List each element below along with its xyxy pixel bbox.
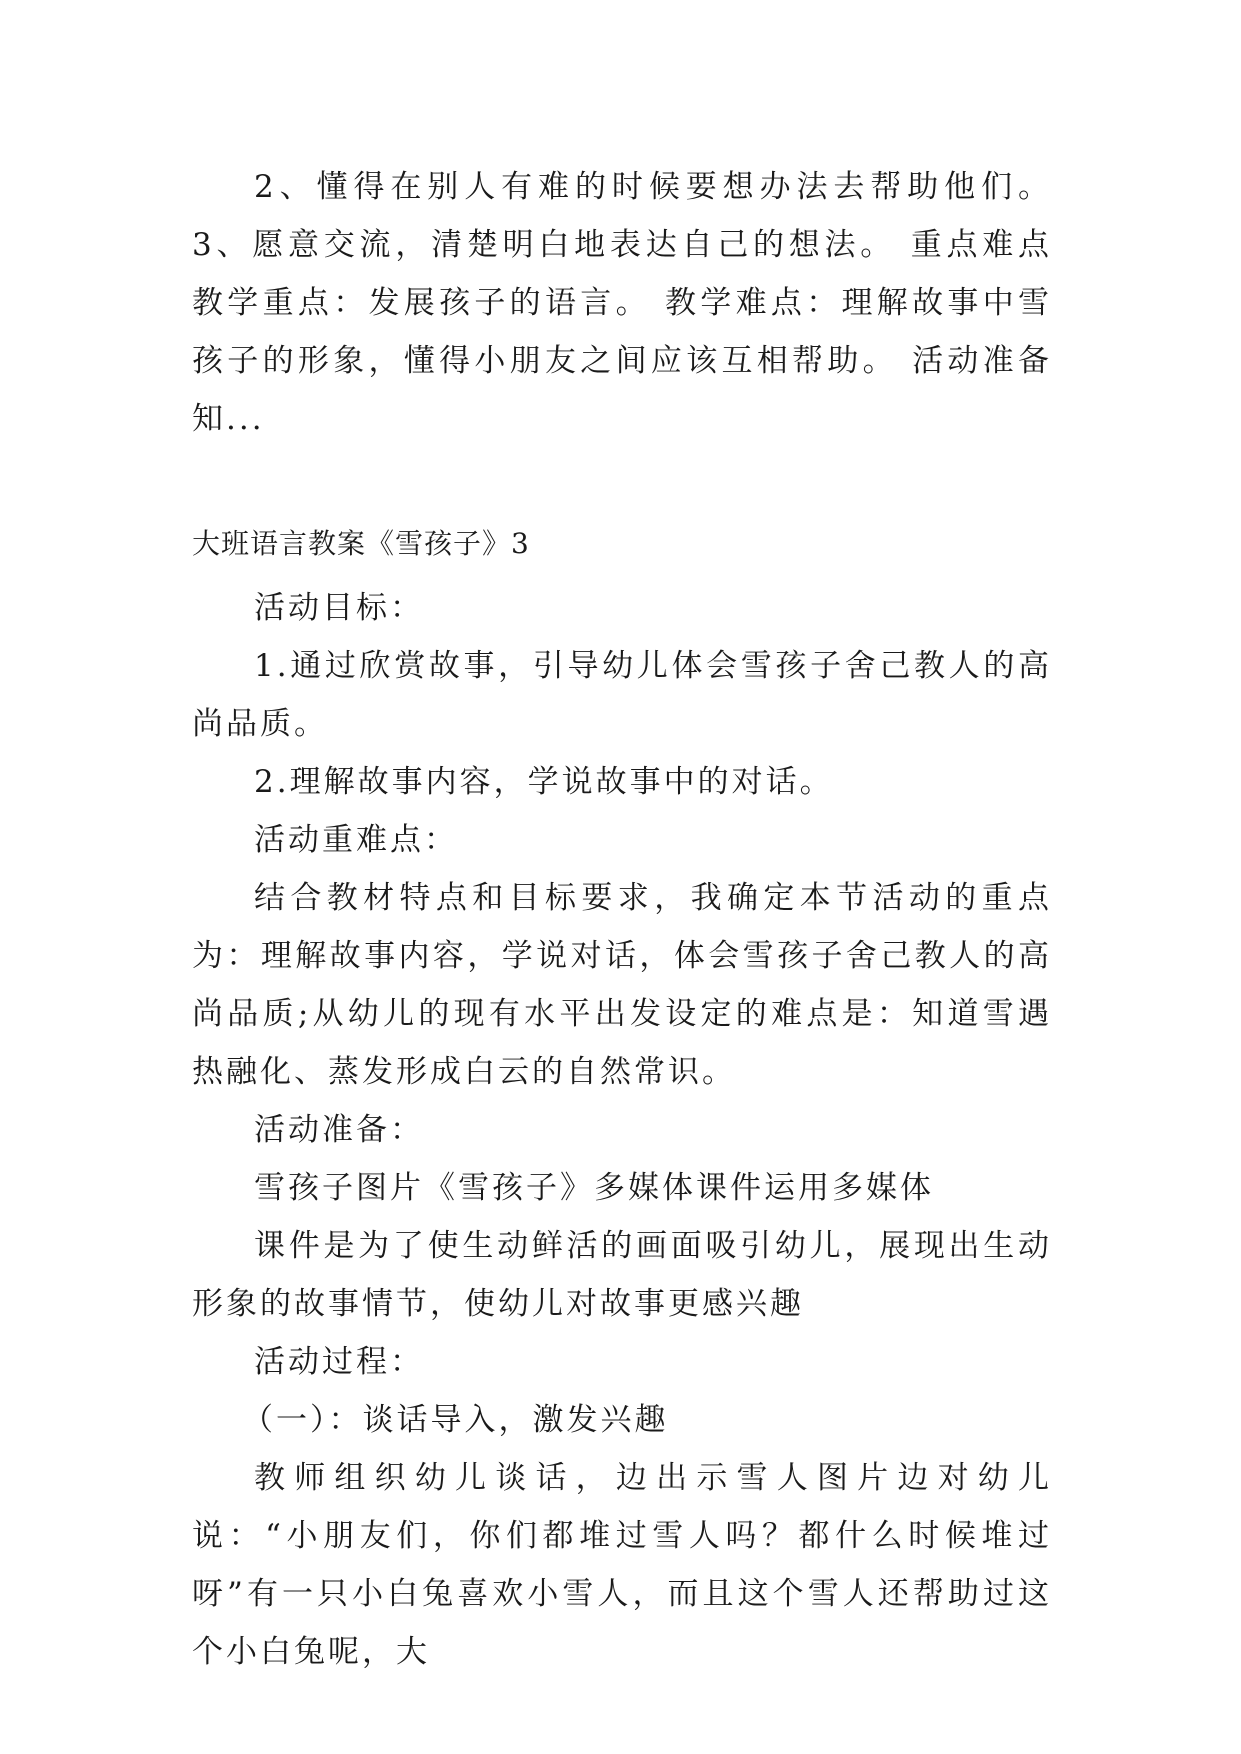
section-body — [192, 579, 1052, 1681]
goal-item-1: 1.通过欣赏故事，引导幼儿体会雪孩子舍己教人的高尚品质。 — [192, 648, 1052, 742]
process-step-1-text: 教师组织幼儿谈话，边出示雪人图片边对幼儿说：“小朋友们，你们都堆过雪人吗？都什么时候堆过呀”有一只小白兔喜欢小雪人，而且这个雪人还帮助过这个小白兔呢，大 — [192, 1460, 1052, 1670]
heading-activity-process: 活动过程： — [254, 1344, 424, 1380]
preparation-line-1: 雪孩子图片《雪孩子》多媒体课件运用多媒体 — [254, 1170, 934, 1206]
heading-key-difficulties: 活动重难点： — [254, 822, 458, 858]
key-difficulties-text: 结合教材特点和目标要求，我确定本节活动的重点为：理解故事内容，学说对话，体会雪孩子舍己教人的高尚品质;从幼儿的现有水平出发设定的难点是：知道雪遇热融化、蒸发形成白云的自然常识。 — [192, 880, 1052, 1090]
document-page — [192, 158, 1052, 1681]
process-step-1-title: （一）：谈话导入，激发兴趣 — [242, 1402, 669, 1438]
intro-paragraph: 2、懂得在别人有难的时候要想办法去帮助他们。 3、愿意交流，清楚明白地表达自己的想法。 重点难点 教学重点：发展孩子的语言。 教学难点：理解故事中雪孩子的形象，懂得小朋友之间应该互相帮助。 活动准备 知... — [192, 169, 1052, 437]
heading-activity-goals: 活动目标： — [254, 590, 424, 626]
goal-item-2: 2.理解故事内容，学说故事中的对话。 — [254, 764, 834, 800]
preparation-line-2: 课件是为了使生动鲜活的画面吸引幼儿，展现出生动形象的故事情节，使幼儿对故事更感兴趣 — [192, 1228, 1052, 1322]
heading-activity-preparation: 活动准备： — [254, 1112, 424, 1148]
section-title: 大班语言教案《雪孩子》3 — [192, 527, 530, 560]
